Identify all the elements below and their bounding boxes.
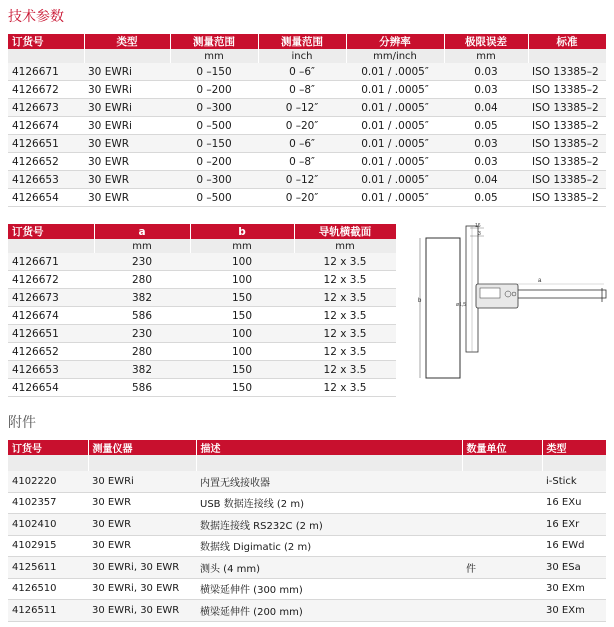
table-cell: ISO 13385–2 (528, 117, 606, 135)
table-cell: 12 x 3.5 (294, 379, 396, 397)
table-cell: 0.03 (444, 81, 528, 99)
dimension-table (8, 224, 397, 397)
unit-cell (8, 49, 84, 63)
table-cell: 4126671 (8, 253, 94, 271)
table-cell: 0 –8″ (258, 81, 346, 99)
table-cell: 4126671 (8, 63, 84, 81)
table-row (8, 514, 606, 536)
table-cell: 数据连接线 RS232C (2 m) (196, 514, 462, 536)
table-cell: 586 (94, 379, 190, 397)
table-cell: 0 –20″ (258, 189, 346, 207)
table-cell: 16 EXr (542, 514, 606, 536)
dims-header-cell: a (94, 224, 190, 239)
unit-cell: inch (258, 49, 346, 63)
dims-unit-row (8, 239, 396, 253)
table-cell: 30 EWRi (84, 99, 170, 117)
table-cell: 0.05 (444, 189, 528, 207)
lcd-display (480, 288, 500, 298)
base-bar (426, 238, 460, 378)
table-cell: 0.03 (444, 153, 528, 171)
table-cell: 280 (94, 271, 190, 289)
table-cell: 30 EWRi, 30 EWR (88, 557, 196, 579)
table-cell: 内置无线接收器 (196, 471, 462, 492)
accessory-section-title: 附件 (8, 415, 36, 431)
table-cell: 4126654 (8, 189, 84, 207)
tech-header-cell: 标准 (528, 34, 606, 49)
table-cell: 0.01 / .0005″ (346, 189, 444, 207)
table-cell: 150 (190, 307, 294, 325)
tech-header-cell: 测量范围 (170, 34, 258, 49)
table-row (8, 361, 396, 379)
dims-header-row (8, 224, 396, 239)
table-cell: 横梁延伸件 (300 mm) (196, 578, 462, 600)
table-cell: 4126510 (8, 578, 88, 600)
caliper-drawing (418, 222, 610, 388)
table-cell: 0 –150 (170, 135, 258, 153)
table-cell: 30 EWRi (84, 117, 170, 135)
tech-section-title: 技术参数 (8, 9, 64, 25)
table-cell: 测头 (4 mm) (196, 557, 462, 579)
table-cell: 230 (94, 325, 190, 343)
table-cell: 230 (94, 253, 190, 271)
table-row (8, 471, 606, 492)
unit-cell (8, 239, 94, 253)
table-cell: 30 EXm (542, 600, 606, 622)
table-cell: 0 –300 (170, 171, 258, 189)
tech-spec-table (8, 34, 607, 207)
table-cell: 100 (190, 271, 294, 289)
table-cell: 382 (94, 289, 190, 307)
table-cell: 12 x 3.5 (294, 253, 396, 271)
table-cell (462, 471, 542, 492)
table-cell: 382 (94, 361, 190, 379)
table-cell: 30 ESa (542, 557, 606, 579)
table-cell: 30 EWR (84, 153, 170, 171)
table-cell: 4126653 (8, 171, 84, 189)
unit-cell: mm (294, 239, 396, 253)
table-cell: ISO 13385–2 (528, 153, 606, 171)
table-cell: 4126654 (8, 379, 94, 397)
table-row (8, 253, 396, 271)
table-cell: 0.01 / .0005″ (346, 117, 444, 135)
table-cell: 数据线 Digimatic (2 m) (196, 535, 462, 557)
acc-header-cell: 类型 (542, 440, 606, 455)
table-cell: 0.01 / .0005″ (346, 99, 444, 117)
table-row (8, 171, 606, 189)
table-row (8, 307, 396, 325)
table-cell: 30 EWR (88, 492, 196, 514)
table-row (8, 189, 606, 207)
table-row (8, 379, 396, 397)
table-cell: 4126674 (8, 307, 94, 325)
table-cell: 横梁延伸件 (200 mm) (196, 600, 462, 622)
table-cell: 100 (190, 253, 294, 271)
table-cell: 0.01 / .0005″ (346, 135, 444, 153)
table-cell: 12 x 3.5 (294, 343, 396, 361)
table-row (8, 557, 606, 579)
table-row (8, 117, 606, 135)
acc-header-cell: 数量单位 (462, 440, 542, 455)
tech-header-cell: 订货号 (8, 34, 84, 49)
label-b: b (418, 298, 422, 304)
tech-header-cell: 分辨率 (346, 34, 444, 49)
table-cell: 4126651 (8, 325, 94, 343)
table-cell: 4126672 (8, 81, 84, 99)
table-cell: 586 (94, 307, 190, 325)
table-row (8, 492, 606, 514)
table-cell: ISO 13385–2 (528, 81, 606, 99)
label-3: 3 (478, 231, 481, 237)
table-cell: 4126511 (8, 600, 88, 622)
table-cell (462, 492, 542, 514)
table-row (8, 600, 606, 622)
table-row (8, 99, 606, 117)
table-cell: 0 –12″ (258, 171, 346, 189)
table-cell: 12 x 3.5 (294, 307, 396, 325)
tech-header-cell: 极限误差 (444, 34, 528, 49)
table-cell: 0 –6″ (258, 135, 346, 153)
table-cell: 4126652 (8, 153, 84, 171)
table-cell: 0 –12″ (258, 99, 346, 117)
table-cell: ISO 13385–2 (528, 99, 606, 117)
table-cell: 16 EXu (542, 492, 606, 514)
dims-header-cell: b (190, 224, 294, 239)
unit-cell: mm (444, 49, 528, 63)
table-cell: ISO 13385–2 (528, 135, 606, 153)
table-cell: 0.05 (444, 117, 528, 135)
table-cell: 30 EWR (84, 135, 170, 153)
table-row (8, 578, 606, 600)
tech-header-cell: 类型 (84, 34, 170, 49)
table-cell: 4126673 (8, 99, 84, 117)
dims-header-cell: 导轨横截面 (294, 224, 396, 239)
table-cell (462, 535, 542, 557)
table-cell: 150 (190, 289, 294, 307)
tech-header-cell: 测量范围 (258, 34, 346, 49)
table-cell: ISO 13385–2 (528, 171, 606, 189)
tech-header-row (8, 34, 606, 49)
table-cell: 4126651 (8, 135, 84, 153)
table-cell: 4102357 (8, 492, 88, 514)
table-cell: 30 EWRi, 30 EWR (88, 578, 196, 600)
table-cell: 0.04 (444, 171, 528, 189)
table-cell (462, 514, 542, 536)
table-cell: 30 EWR (88, 514, 196, 536)
table-cell: 0.04 (444, 99, 528, 117)
table-cell: 0 –500 (170, 117, 258, 135)
unit-cell: mm/inch (346, 49, 444, 63)
table-cell: 150 (190, 379, 294, 397)
table-cell: 0 –8″ (258, 153, 346, 171)
table-cell: 30 EWR (88, 535, 196, 557)
acc-header-row (8, 440, 606, 455)
table-cell: 12 x 3.5 (294, 289, 396, 307)
table-cell: 30 EWR (84, 171, 170, 189)
table-cell: 12 x 3.5 (294, 325, 396, 343)
acc-header-cell: 测量仪器 (88, 440, 196, 455)
table-cell: 0 –500 (170, 189, 258, 207)
label-a: a (538, 278, 542, 284)
table-cell: 12 x 3.5 (294, 271, 396, 289)
table-cell: 0.03 (444, 63, 528, 81)
table-cell: 4126674 (8, 117, 84, 135)
table-cell: ISO 13385–2 (528, 63, 606, 81)
acc-unit-row (8, 455, 606, 471)
tech-unit-row (8, 49, 606, 63)
table-row (8, 535, 606, 557)
accessory-table (8, 440, 607, 622)
table-cell: 件 (462, 557, 542, 579)
table-row (8, 271, 396, 289)
table-row (8, 135, 606, 153)
table-cell: 0.01 / .0005″ (346, 63, 444, 81)
table-cell: 12 x 3.5 (294, 361, 396, 379)
table-cell: 0 –300 (170, 99, 258, 117)
table-cell: 0 –200 (170, 153, 258, 171)
table-cell: 4126673 (8, 289, 94, 307)
table-cell: 0 –20″ (258, 117, 346, 135)
table-cell: 4102915 (8, 535, 88, 557)
table-cell: 100 (190, 325, 294, 343)
table-cell: 30 EWR (84, 189, 170, 207)
unit-cell: mm (94, 239, 190, 253)
unit-cell (528, 49, 606, 63)
table-row (8, 289, 396, 307)
unit-cell: mm (170, 49, 258, 63)
table-cell: 30 EWRi, 30 EWR (88, 600, 196, 622)
table-cell: 150 (190, 361, 294, 379)
table-cell: 4126652 (8, 343, 94, 361)
acc-header-cell: 订货号 (8, 440, 88, 455)
table-cell: USB 数据连接线 (2 m) (196, 492, 462, 514)
table-cell: 0.01 / .0005″ (346, 81, 444, 99)
table-cell: 4126672 (8, 271, 94, 289)
table-cell: 4102410 (8, 514, 88, 536)
unit-cell: mm (190, 239, 294, 253)
label-dia: ø1,5 (456, 302, 467, 308)
table-cell: 30 EXm (542, 578, 606, 600)
table-cell: i-Stick (542, 471, 606, 492)
table-cell: 4125611 (8, 557, 88, 579)
table-row (8, 153, 606, 171)
acc-header-cell: 描述 (196, 440, 462, 455)
table-cell: 0.01 / .0005″ (346, 153, 444, 171)
table-cell: 4102220 (8, 471, 88, 492)
table-cell: 0 –200 (170, 81, 258, 99)
table-cell: 30 EWRi (84, 81, 170, 99)
table-cell (462, 578, 542, 600)
table-cell: 0.01 / .0005″ (346, 171, 444, 189)
table-cell: 100 (190, 343, 294, 361)
table-cell: 16 EWd (542, 535, 606, 557)
table-row (8, 63, 606, 81)
table-cell: 280 (94, 343, 190, 361)
table-cell: 4126653 (8, 361, 94, 379)
table-cell: 0.03 (444, 135, 528, 153)
table-cell: 30 EWRi (88, 471, 196, 492)
table-cell: ISO 13385–2 (528, 189, 606, 207)
unit-cell (84, 49, 170, 63)
table-row (8, 81, 606, 99)
table-cell: 0 –6″ (258, 63, 346, 81)
table-cell: 30 EWRi (84, 63, 170, 81)
table-cell: 0 –150 (170, 63, 258, 81)
label-16: 16 (475, 223, 481, 229)
dims-header-cell: 订货号 (8, 224, 94, 239)
table-row (8, 325, 396, 343)
table-row (8, 343, 396, 361)
table-cell (462, 600, 542, 622)
